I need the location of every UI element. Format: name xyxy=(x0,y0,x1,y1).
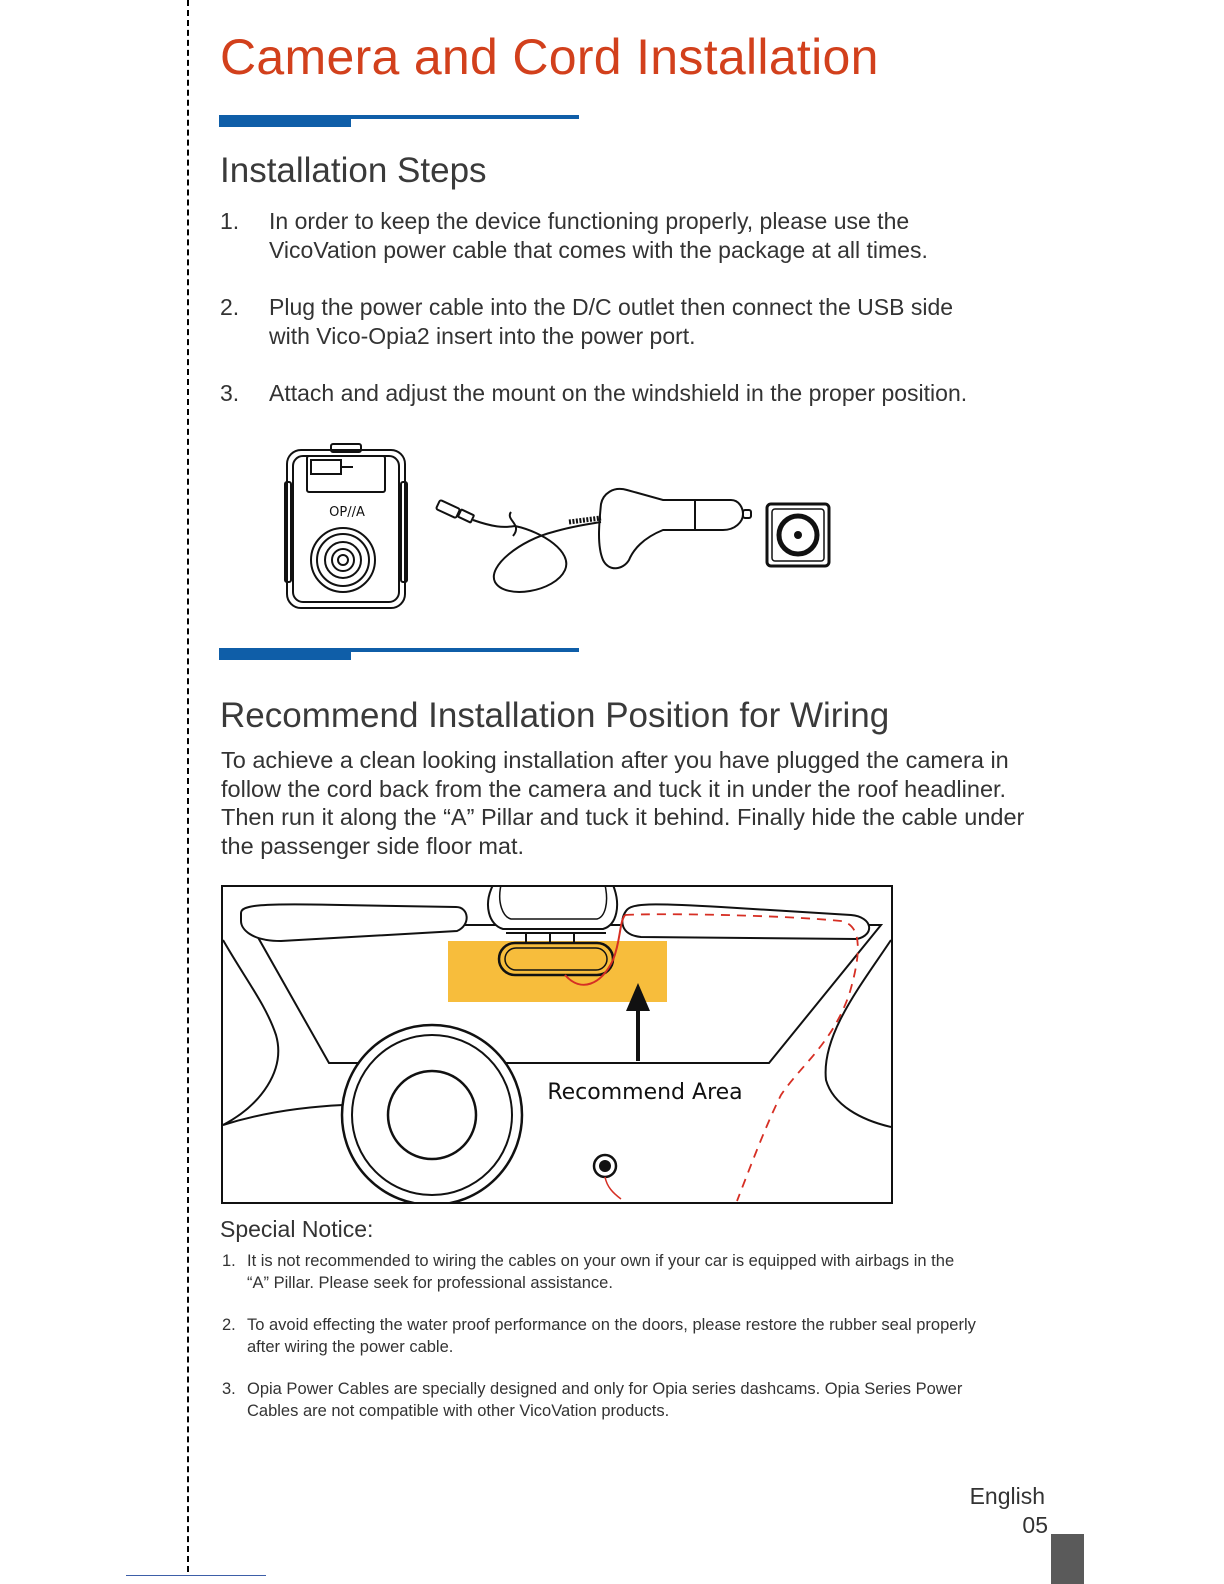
notice-text: It is not recommended to wiring the cables on your own if your car is equipped with airbags in the xyxy=(247,1252,955,1270)
installation-steps-list xyxy=(220,207,1040,436)
special-notice-list xyxy=(222,1251,1067,1443)
page-tab-marker xyxy=(1051,1534,1084,1584)
cut-guide-line xyxy=(187,0,189,1572)
mirror-mount xyxy=(488,885,617,929)
section-divider xyxy=(219,115,579,127)
wiring-diagram xyxy=(221,885,894,1207)
notice-text: “A” Pillar. Please seek for professional assistance. xyxy=(247,1273,613,1292)
installation-steps-heading: Installation Steps xyxy=(220,151,487,190)
step-text: Attach and adjust the mount on the windshield in the proper position. xyxy=(269,380,968,406)
step-item: 3. Attach and adjust the mount on the windshield in the proper position. xyxy=(220,380,968,406)
notice-text: after wiring the power cable. xyxy=(247,1337,454,1356)
steering-wheel xyxy=(342,1025,522,1205)
special-notice-heading: Special Notice: xyxy=(220,1216,374,1242)
step-item: 2. Plug the power cable into the D/C outlet then connect the USB side with Vico-Opia2 insert into the power port. xyxy=(220,294,954,349)
section-divider xyxy=(219,648,579,660)
notice-item: 1. It is not recommended to wiring the cables on your own if your car is equipped with airbags in the “A” Pillar. Please seek for professional assistance. xyxy=(222,1252,955,1292)
page-title: Camera and Cord Installation xyxy=(220,29,879,85)
camera-brand-label: OP//A xyxy=(329,505,365,520)
notice-text: Opia Power Cables are specially designed and only for Opia series dashcams. Opia Series Power xyxy=(247,1380,963,1398)
power-cable-illustration xyxy=(436,489,751,592)
step-text: Plug the power cable into the D/C outlet then connect the USB side xyxy=(269,294,954,320)
installation-illustration xyxy=(283,442,843,614)
notice-item: 3. Opia Power Cables are specially designed and only for Opia series dashcams. Opia Series Power Cables are not compatible with other VicoVation products. xyxy=(222,1380,963,1420)
step-text: VicoVation power cable that comes with the package at all times. xyxy=(269,237,928,263)
page-number: 05 xyxy=(1022,1512,1048,1538)
step-item: 1. In order to keep the device functioning properly, please use the VicoVation power cable that comes with the package at all times. xyxy=(220,208,928,263)
notice-item: 2. To avoid effecting the water proof performance on the doors, please restore the rubber seal properly after wiring the power cable. xyxy=(222,1316,976,1356)
language-label: English xyxy=(969,1483,1045,1509)
notice-text: To avoid effecting the water proof performance on the doors, please restore the rubber seal properly xyxy=(247,1316,976,1334)
recommend-area-label: Recommend Area xyxy=(547,1080,743,1105)
power-port-illustration xyxy=(767,504,829,566)
footer-rule xyxy=(126,1575,266,1576)
step-text: with Vico-Opia2 insert into the power port. xyxy=(269,323,696,349)
dashcam-illustration xyxy=(285,444,407,608)
wiring-heading: Recommend Installation Position for Wiring xyxy=(220,696,890,735)
notice-text: Cables are not compatible with other VicoVation products. xyxy=(247,1401,670,1420)
wiring-paragraph: To achieve a clean looking installation after you have plugged the camera in follow the cord back from the camera and tuck it in under the roof headliner. Then run it along the “A” Pillar and tuck it behind. Finally hide the cable under the passenger side floor mat. xyxy=(221,747,1025,859)
step-text: In order to keep the device functioning properly, please use the xyxy=(269,208,910,234)
